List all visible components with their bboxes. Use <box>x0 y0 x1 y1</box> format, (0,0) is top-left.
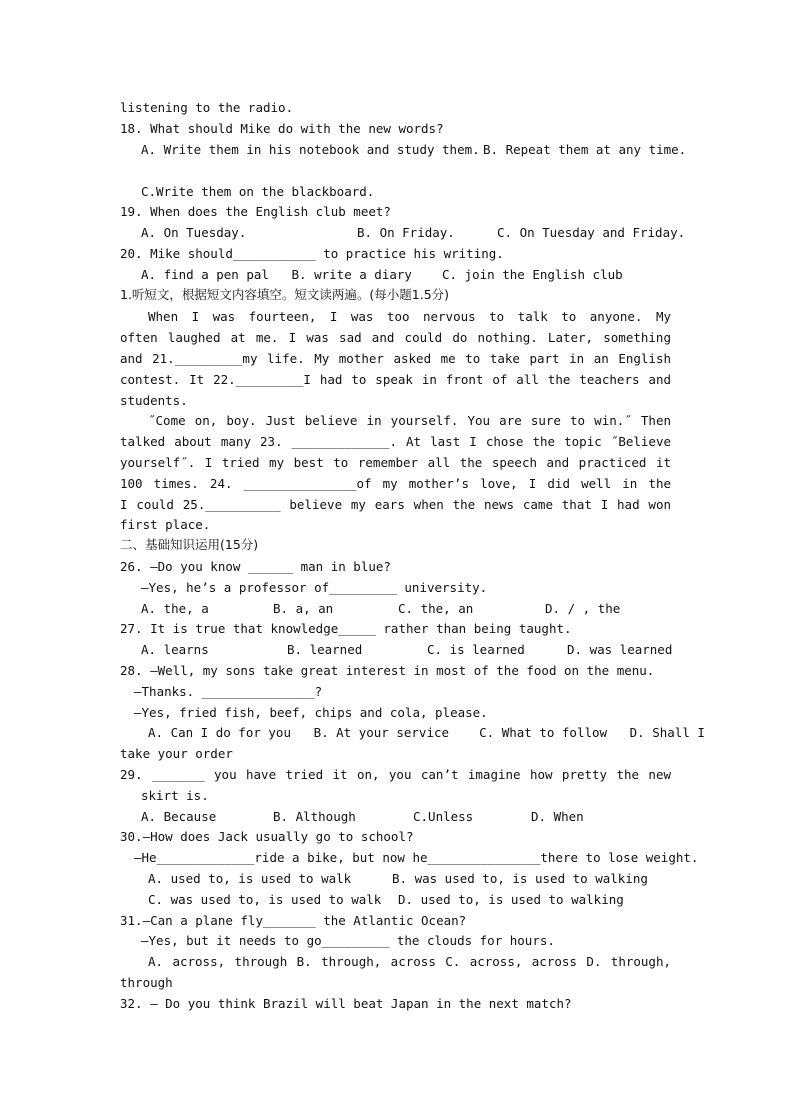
options-28: A. Can I do for you B. At your service C. What to follow D. Shall I <box>148 725 705 740</box>
dialogue-line: —Yes, fried fish, beef, chips and cola, please. <box>134 705 488 720</box>
dialogue-line: —Yes, but it needs to go_________ the clouds for hours. <box>141 933 555 948</box>
option-c: C. is learned <box>427 642 525 657</box>
option-c: C.Write them on the blackboard. <box>141 184 375 199</box>
question-29-cont: skirt is. <box>141 788 209 803</box>
option-a: A. Write them in his notebook and study them. <box>141 142 480 157</box>
passage-line: often laughed at me. I was sad and could do nothing. Later, something <box>120 330 671 345</box>
passage-line: I could 25.__________ believe my ears when the news came that I had won <box>120 497 671 512</box>
option-c: C. the, an <box>398 601 474 616</box>
option-b: B. Repeat them at any time. <box>483 142 687 157</box>
dialogue-line: —He_____________ride a bike, but now he_______________there to lose weight. <box>134 850 699 865</box>
passage-line: ˝Come on, boy. Just believe in yourself. You are sure to win.˝ Then <box>148 413 671 428</box>
question-31: 31.—Can a plane fly_______ the Atlantic Ocean? <box>120 913 467 928</box>
option-a: A. On Tuesday. <box>141 225 247 240</box>
option-b: B. a, an <box>273 601 334 616</box>
passage-line: 100 times. 24. _______________of my mother’s love, I did well in the <box>120 476 671 491</box>
option-c: C. was used to, is used to walk <box>148 892 382 907</box>
option-a: A. the, a <box>141 601 209 616</box>
passage-line: talked about many 23. _____________. At last I chose the topic ˝Believe <box>120 434 671 449</box>
option-d: D. used to, is used to walking <box>398 892 624 907</box>
question-30: 30.—How does Jack usually go to school? <box>120 829 414 844</box>
option-c: C. On Tuesday and Friday. <box>497 225 686 240</box>
options-20: A. find a pen pal B. write a diary C. join the English club <box>141 267 623 282</box>
dialogue-line: —Thanks. _______________? <box>134 684 323 699</box>
options-31-cont: through <box>120 975 173 990</box>
option-b: B. was used to, is used to walking <box>392 871 648 886</box>
question-27: 27. It is true that knowledge_____ rather than being taught. <box>120 621 572 636</box>
dialogue-line: —Yes, he’s a professor of_________ university. <box>141 580 488 595</box>
passage-line: When I was fourteen, I was too nervous to talk to anyone. My <box>148 309 671 324</box>
question-19: 19. When does the English club meet? <box>120 204 391 219</box>
option-b: B. On Friday. <box>357 225 455 240</box>
passage-line: yourself˝. I tried my best to remember all the speech and practiced it <box>120 455 671 470</box>
option-a: A. used to, is used to walk <box>148 871 352 886</box>
text-line: listening to the radio. <box>120 100 294 115</box>
question-26: 26. —Do you know ______ man in blue? <box>120 559 391 574</box>
option-a: A. learns <box>141 642 209 657</box>
option-a: A. Because <box>141 809 217 824</box>
option-d: D. / , the <box>545 601 621 616</box>
question-28: 28. —Well, my sons take great interest in most of the food on the menu. <box>120 663 655 678</box>
option-d: D. was learned <box>567 642 673 657</box>
passage-line: and 21._________my life. My mother asked me to take part in an English <box>120 351 671 366</box>
option-b: B. learned <box>287 642 363 657</box>
option-c: C.Unless <box>413 809 474 824</box>
passage-line: students. <box>120 393 188 408</box>
question-20: 20. Mike should___________ to practice his writing. <box>120 246 504 261</box>
option-b: B. Although <box>273 809 356 824</box>
question-29: 29. _______ you have tried it on, you can’t imagine how pretty the new <box>120 767 671 782</box>
passage-line: contest. It 22._________I had to speak in front of all the teachers and <box>120 372 671 387</box>
options-31: A. across, through B. through, across C. across, across D. through, <box>148 954 671 969</box>
section-heading-grammar: 二、基础知识运用(15分) <box>120 537 259 552</box>
section-heading-listening: 1.听短文，根据短文内容填空。短文读两遍。(每小题1.5分) <box>120 287 450 302</box>
options-28-cont: take your order <box>120 746 233 761</box>
passage-line: first place. <box>120 517 211 532</box>
option-d: D. When <box>531 809 584 824</box>
question-18: 18. What should Mike do with the new words? <box>120 121 444 136</box>
question-32: 32. — Do you think Brazil will beat Japan in the next match? <box>120 996 572 1011</box>
